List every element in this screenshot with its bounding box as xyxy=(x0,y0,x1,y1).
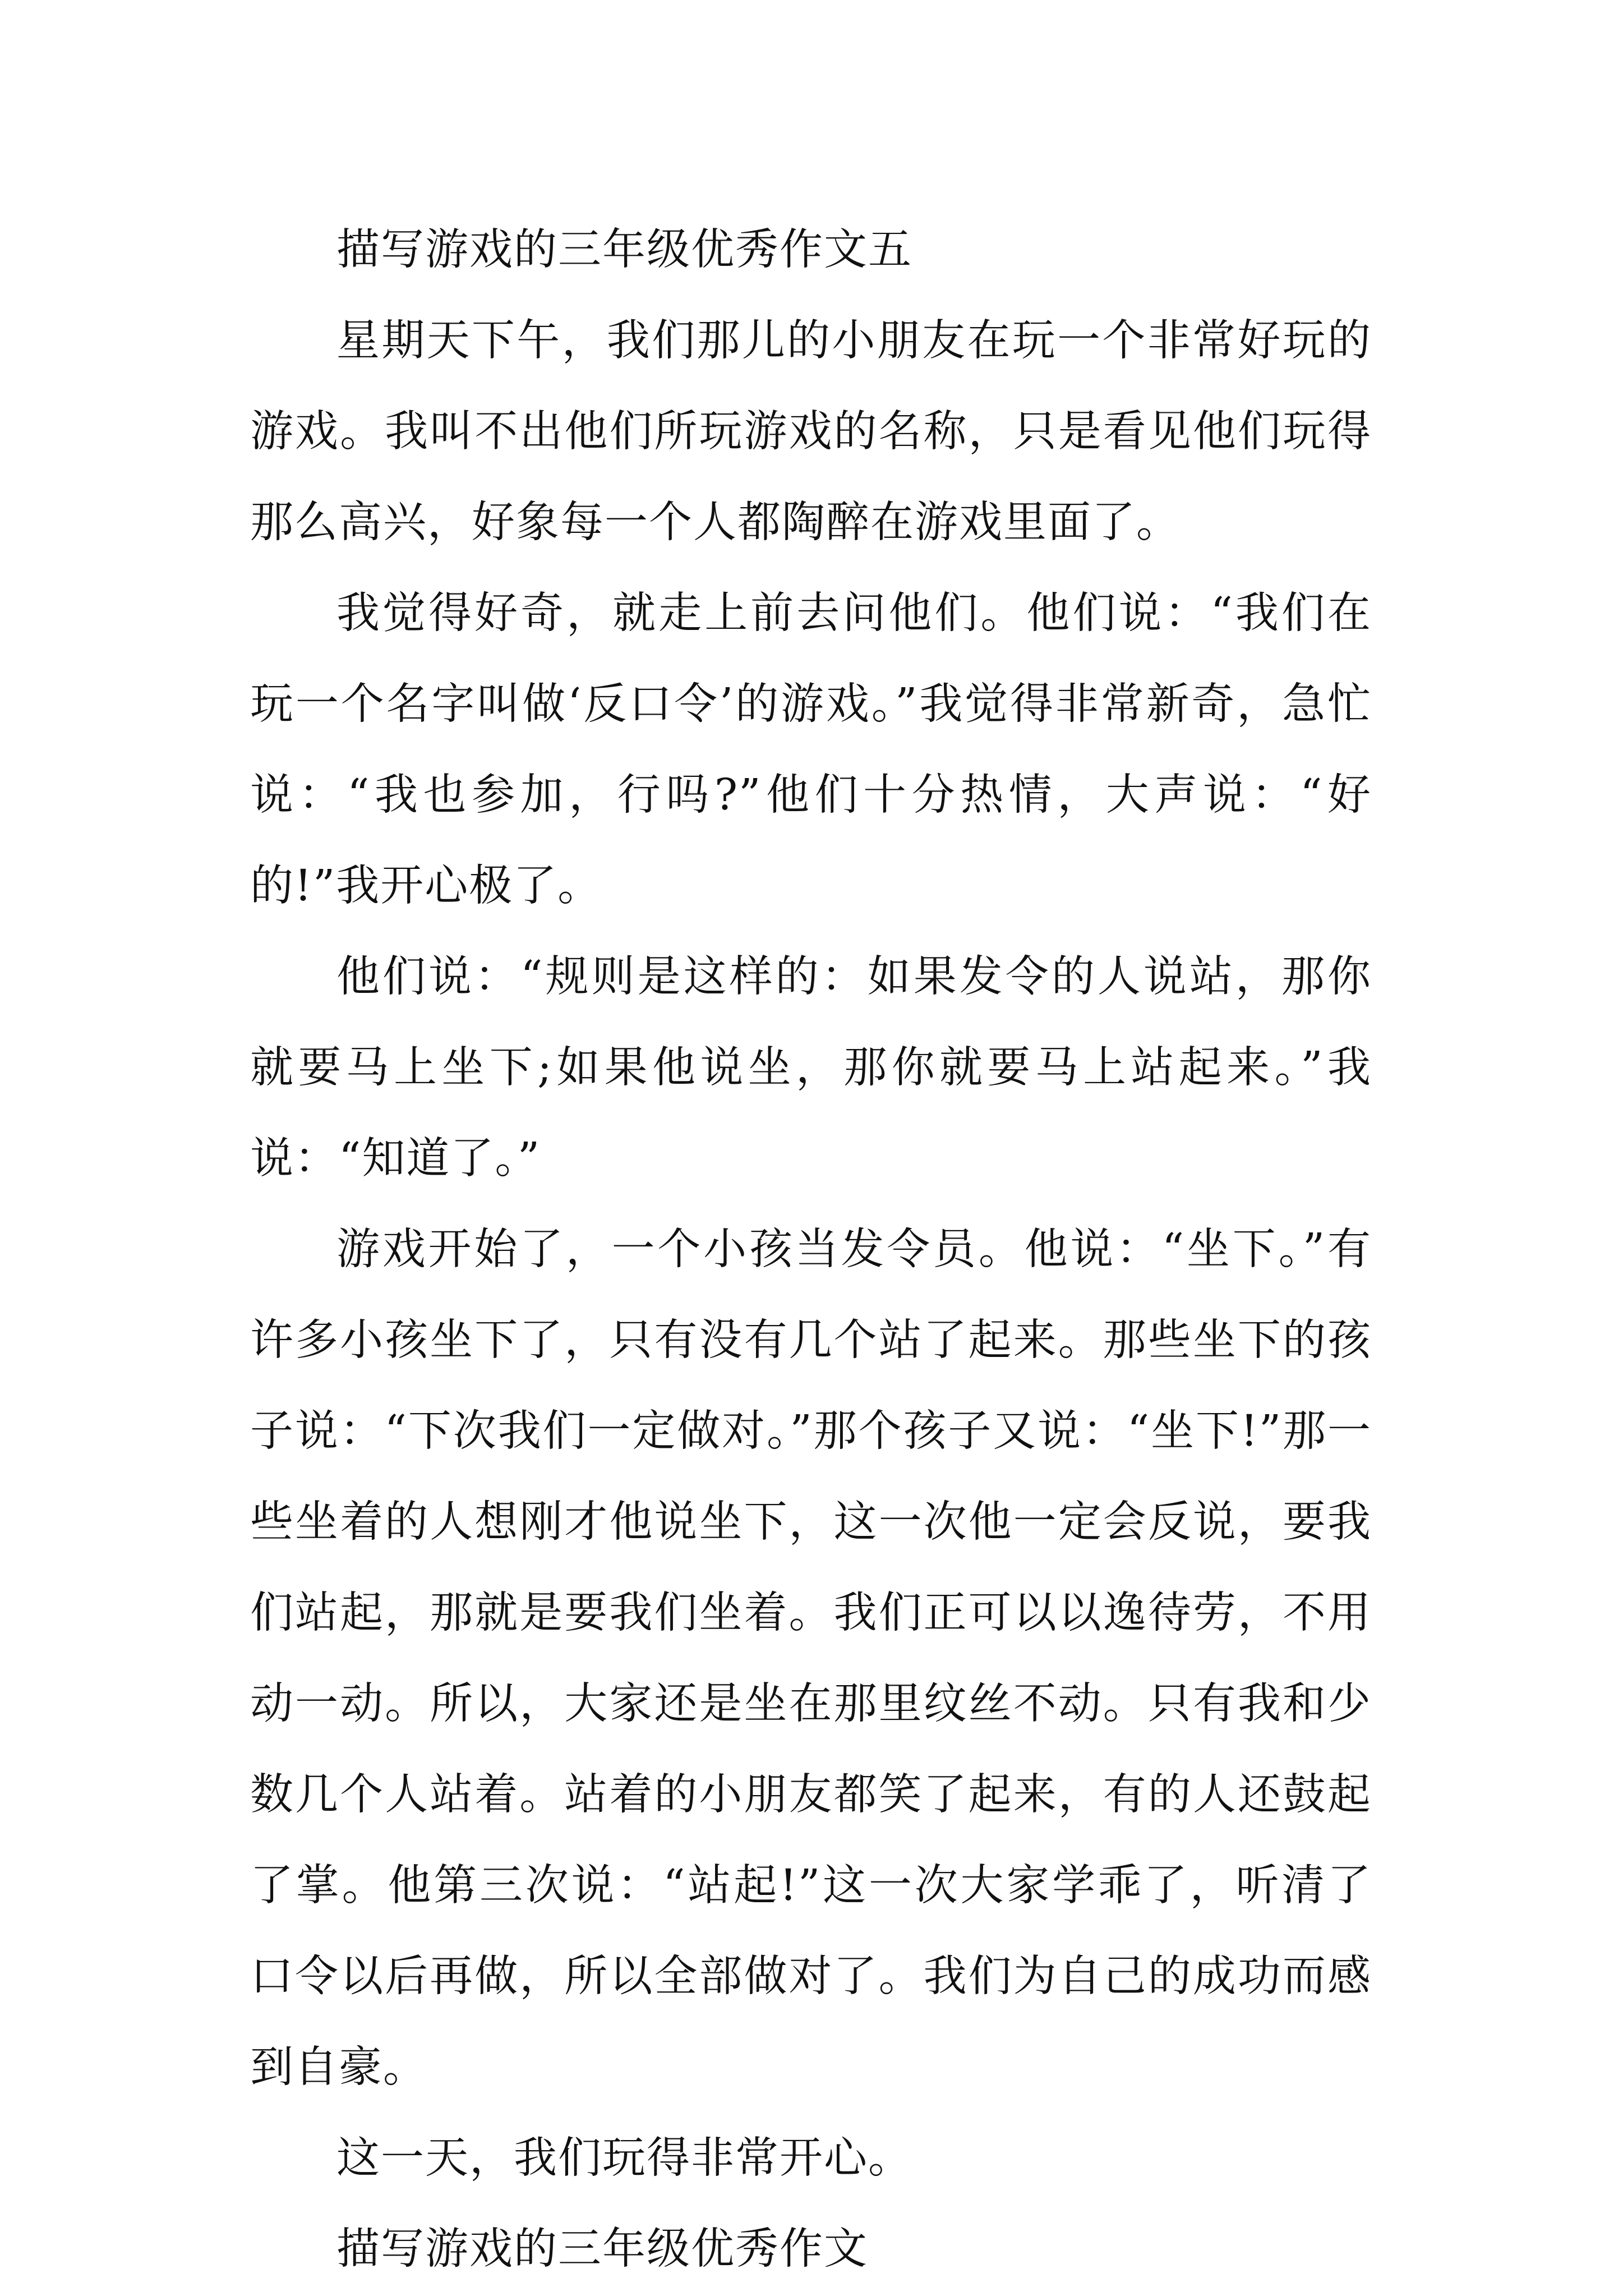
document-body xyxy=(250,205,1372,2295)
paragraph-4: 游戏开始了，一个小孩当发令员。他说：“坐下。”有许多小孩坐下了，只有没有几个站了起来。那些坐下的孩子说：“下次我们一定做对。”那个孩子又说：“坐下!”那一些坐着的人想刚才他说坐下，这一次他一定会反说，要我们站起，那就是要我们坐着。我们正可以以逸待劳，不用动一动。所以，大家还是坐在那里纹丝不动。只有我和少数几个人站着。站着的小朋友都笑了起来，有的人还鼓起了掌。他第三次说：“站起!”这一次大家学乖了，听清了口令以后再做，所以全部做对了。我们为自己的成功而感到自豪。 xyxy=(250,1225,1372,2092)
paragraph-1: 星期天下午，我们那儿的小朋友在玩一个非常好玩的游戏。我叫不出他们所玩游戏的名称，只是看见他们玩得那么高兴，好象每一个人都陶醉在游戏里面了。 xyxy=(250,316,1372,547)
paragraph-2: 我觉得好奇，就走上前去问他们。他们说：“我们在玩一个名字叫做‘反口令’的游戏。”我觉得非常新奇，急忙说：“我也参加，行吗?”他们十分热情，大声说：“好的!”我开心极了。 xyxy=(250,588,1372,911)
paragraph-5: 这一天，我们玩得非常开心。 xyxy=(336,2133,912,2183)
footer-title: 描写游戏的三年级优秀作文 xyxy=(336,2224,868,2274)
document-title: 描写游戏的三年级优秀作文五 xyxy=(336,225,912,275)
paragraph-3: 他们说：“规则是这样的：如果发令的人说站，那你就要马上坐下;如果他说坐，那你就要马上站起来。”我说：“知道了。” xyxy=(250,952,1372,1184)
